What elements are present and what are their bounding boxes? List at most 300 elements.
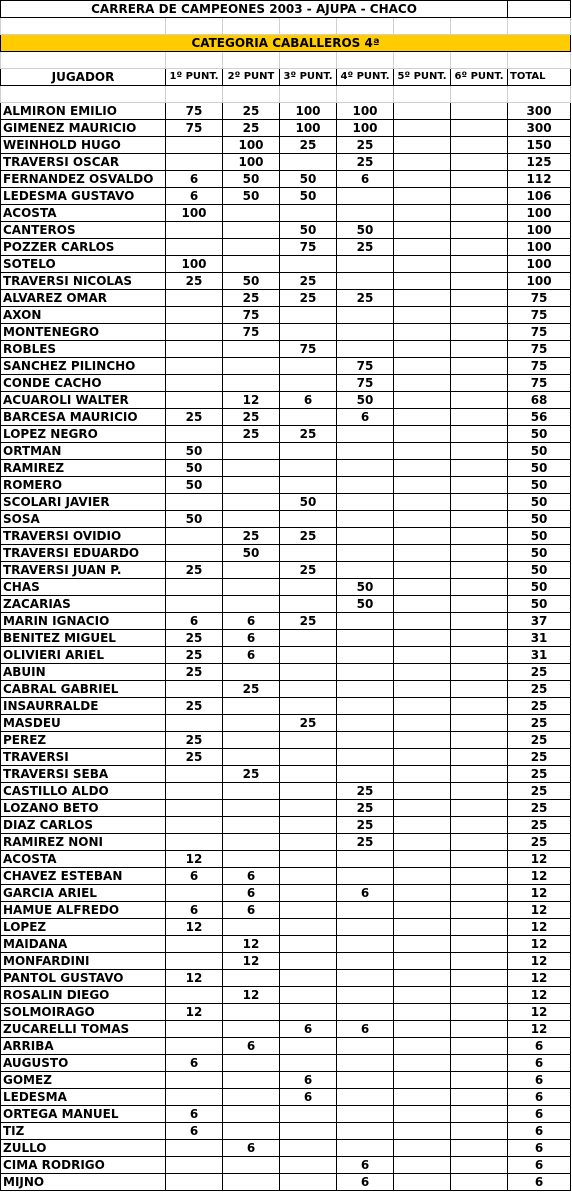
punt-4-cell (337, 341, 394, 358)
table-row (1, 1004, 571, 1021)
punt-2-cell: 6 (223, 1140, 280, 1157)
title-empty-cell (508, 1, 571, 18)
punt-1-cell: 50 (166, 443, 223, 460)
spacer-row (1, 18, 571, 35)
punt-6-cell (451, 732, 508, 749)
punt-6-cell (451, 443, 508, 460)
player-name-cell: WEINHOLD HUGO (1, 137, 166, 154)
punt-5-cell (394, 1055, 451, 1072)
punt-5-cell (394, 205, 451, 222)
table-row (1, 1174, 571, 1191)
table-row (1, 1072, 571, 1089)
punt-5-cell (394, 596, 451, 613)
punt-3-cell (280, 902, 337, 919)
total-cell: 68 (508, 392, 571, 409)
player-name-cell: CIMA RODRIGO (1, 1157, 166, 1174)
player-name-cell: ACOSTA (1, 205, 166, 222)
punt-4-cell (337, 1123, 394, 1140)
punt-3-cell: 50 (280, 494, 337, 511)
punt-6-cell (451, 1089, 508, 1106)
punt-3-cell (280, 698, 337, 715)
player-name-cell: ACOSTA (1, 851, 166, 868)
punt-4-cell (337, 1004, 394, 1021)
punt-1-cell (166, 1072, 223, 1089)
punt-4-cell (337, 273, 394, 290)
punt-4-cell (337, 443, 394, 460)
punt-2-cell (223, 562, 280, 579)
total-cell: 25 (508, 834, 571, 851)
punt-1-cell (166, 307, 223, 324)
table-row (1, 358, 571, 375)
punt-2-cell (223, 205, 280, 222)
total-cell: 50 (508, 528, 571, 545)
player-name-cell: ZULLO (1, 1140, 166, 1157)
punt-1-cell (166, 681, 223, 698)
player-name-cell: HAMUE ALFREDO (1, 902, 166, 919)
punt-1-cell: 6 (166, 613, 223, 630)
punt-3-cell (280, 647, 337, 664)
punt-4-cell (337, 613, 394, 630)
player-name-cell: SOSA (1, 511, 166, 528)
player-name-cell: CABRAL GABRIEL (1, 681, 166, 698)
table-row (1, 834, 571, 851)
total-cell: 50 (508, 545, 571, 562)
player-name-cell: TIZ (1, 1123, 166, 1140)
punt-6-cell (451, 1038, 508, 1055)
punt-1-cell (166, 324, 223, 341)
punt-1-cell (166, 834, 223, 851)
table-row (1, 851, 571, 868)
punt-1-cell (166, 953, 223, 970)
punt-2-cell (223, 256, 280, 273)
player-name-cell: TRAVERSI SEBA (1, 766, 166, 783)
total-cell: 50 (508, 562, 571, 579)
punt-3-cell (280, 307, 337, 324)
table-row (1, 681, 571, 698)
player-name-cell: POZZER CARLOS (1, 239, 166, 256)
punt-3-cell: 50 (280, 171, 337, 188)
player-name-cell: MIJNO (1, 1174, 166, 1191)
punt-4-cell (337, 749, 394, 766)
punt-2-cell (223, 970, 280, 987)
punt-6-cell (451, 239, 508, 256)
punt-5-cell (394, 749, 451, 766)
punt-5-cell (394, 698, 451, 715)
punt-2-cell (223, 664, 280, 681)
punt-3-cell (280, 1038, 337, 1055)
punt-4-cell (337, 970, 394, 987)
punt-6-cell (451, 664, 508, 681)
punt-6-cell (451, 511, 508, 528)
player-name-cell: SOTELO (1, 256, 166, 273)
punt-2-cell (223, 375, 280, 392)
punt-4-cell (337, 477, 394, 494)
total-cell: 106 (508, 188, 571, 205)
punt-3-cell: 25 (280, 562, 337, 579)
table-row (1, 970, 571, 987)
punt-1-cell (166, 222, 223, 239)
header-punt-4: 4º PUNT. (337, 69, 394, 86)
spacer-row (1, 52, 571, 69)
punt-3-cell (280, 579, 337, 596)
punt-3-cell: 25 (280, 426, 337, 443)
punt-6-cell (451, 222, 508, 239)
punt-6-cell (451, 817, 508, 834)
punt-3-cell (280, 324, 337, 341)
punt-3-cell: 25 (280, 137, 337, 154)
table-row (1, 1140, 571, 1157)
table-row (1, 800, 571, 817)
punt-4-cell (337, 1038, 394, 1055)
punt-4-cell: 25 (337, 800, 394, 817)
punt-2-cell: 12 (223, 392, 280, 409)
punt-3-cell: 6 (280, 1021, 337, 1038)
punt-2-cell (223, 239, 280, 256)
punt-3-cell (280, 766, 337, 783)
punt-4-cell (337, 698, 394, 715)
player-name-cell: ABUIN (1, 664, 166, 681)
total-cell: 12 (508, 902, 571, 919)
player-name-cell: CHAS (1, 579, 166, 596)
punt-1-cell: 25 (166, 409, 223, 426)
table-row (1, 205, 571, 222)
punt-6-cell (451, 885, 508, 902)
total-cell: 25 (508, 749, 571, 766)
punt-5-cell (394, 885, 451, 902)
player-name-cell: ZUCARELLI TOMAS (1, 1021, 166, 1038)
punt-5-cell (394, 392, 451, 409)
punt-1-cell: 12 (166, 970, 223, 987)
player-name-cell: ROSALIN DIEGO (1, 987, 166, 1004)
punt-6-cell (451, 868, 508, 885)
punt-4-cell (337, 426, 394, 443)
punt-1-cell: 75 (166, 103, 223, 120)
punt-6-cell (451, 596, 508, 613)
punt-6-cell (451, 970, 508, 987)
punt-5-cell (394, 120, 451, 137)
punt-6-cell (451, 205, 508, 222)
punt-2-cell (223, 834, 280, 851)
punt-1-cell (166, 936, 223, 953)
punt-3-cell (280, 851, 337, 868)
spacer-row (1, 86, 571, 103)
punt-3-cell (280, 630, 337, 647)
table-row (1, 766, 571, 783)
punt-4-cell (337, 919, 394, 936)
punt-1-cell: 25 (166, 273, 223, 290)
punt-6-cell (451, 579, 508, 596)
punt-3-cell (280, 545, 337, 562)
punt-1-cell (166, 358, 223, 375)
table-row (1, 222, 571, 239)
player-name-cell: SCOLARI JAVIER (1, 494, 166, 511)
punt-3-cell: 100 (280, 103, 337, 120)
punt-5-cell (394, 783, 451, 800)
player-name-cell: LOPEZ (1, 919, 166, 936)
punt-5-cell (394, 477, 451, 494)
player-name-cell: ALMIRON EMILIO (1, 103, 166, 120)
punt-2-cell: 12 (223, 987, 280, 1004)
punt-4-cell (337, 307, 394, 324)
header-jugador: JUGADOR (1, 69, 166, 86)
punt-2-cell: 12 (223, 936, 280, 953)
punt-5-cell (394, 239, 451, 256)
punt-2-cell: 25 (223, 681, 280, 698)
player-name-cell: ORTMAN (1, 443, 166, 460)
punt-1-cell: 6 (166, 902, 223, 919)
player-name-cell: INSAURRALDE (1, 698, 166, 715)
punt-3-cell (280, 817, 337, 834)
punt-2-cell: 25 (223, 409, 280, 426)
punt-4-cell: 6 (337, 1021, 394, 1038)
punt-5-cell (394, 970, 451, 987)
total-cell: 31 (508, 630, 571, 647)
punt-2-cell: 50 (223, 171, 280, 188)
punt-6-cell (451, 630, 508, 647)
punt-1-cell (166, 375, 223, 392)
total-cell: 56 (508, 409, 571, 426)
punt-5-cell (394, 1089, 451, 1106)
punt-4-cell: 100 (337, 103, 394, 120)
total-cell: 75 (508, 290, 571, 307)
punt-5-cell (394, 1140, 451, 1157)
punt-4-cell (337, 664, 394, 681)
punt-6-cell (451, 358, 508, 375)
table-row (1, 103, 571, 120)
punt-1-cell: 6 (166, 1123, 223, 1140)
punt-6-cell (451, 409, 508, 426)
punt-3-cell (280, 596, 337, 613)
player-name-cell: MONFARDINI (1, 953, 166, 970)
player-name-cell: GOMEZ (1, 1072, 166, 1089)
total-cell: 112 (508, 171, 571, 188)
table-row (1, 936, 571, 953)
punt-3-cell (280, 919, 337, 936)
punt-5-cell (394, 987, 451, 1004)
punt-4-cell: 6 (337, 885, 394, 902)
total-cell: 100 (508, 205, 571, 222)
punt-5-cell (394, 647, 451, 664)
table-row (1, 868, 571, 885)
total-cell: 12 (508, 868, 571, 885)
table-row (1, 443, 571, 460)
punt-6-cell (451, 1174, 508, 1191)
table-row (1, 324, 571, 341)
punt-4-cell: 25 (337, 239, 394, 256)
punt-3-cell: 6 (280, 392, 337, 409)
punt-4-cell: 25 (337, 137, 394, 154)
punt-3-cell (280, 664, 337, 681)
total-cell: 125 (508, 154, 571, 171)
table-row (1, 647, 571, 664)
total-cell: 12 (508, 953, 571, 970)
total-cell: 100 (508, 239, 571, 256)
table-row (1, 426, 571, 443)
punt-6-cell (451, 851, 508, 868)
table-row (1, 953, 571, 970)
punt-2-cell (223, 783, 280, 800)
punt-5-cell (394, 545, 451, 562)
punt-2-cell: 100 (223, 154, 280, 171)
player-name-cell: ARRIBA (1, 1038, 166, 1055)
total-cell: 50 (508, 579, 571, 596)
punt-3-cell (280, 1174, 337, 1191)
table-row (1, 154, 571, 171)
table-row (1, 392, 571, 409)
player-name-cell: PEREZ (1, 732, 166, 749)
total-cell: 12 (508, 1021, 571, 1038)
punt-1-cell: 25 (166, 562, 223, 579)
punt-5-cell (394, 1123, 451, 1140)
punt-4-cell (337, 528, 394, 545)
punt-2-cell: 75 (223, 324, 280, 341)
total-cell: 25 (508, 715, 571, 732)
punt-1-cell: 25 (166, 749, 223, 766)
punt-1-cell (166, 341, 223, 358)
table-row (1, 188, 571, 205)
punt-5-cell (394, 562, 451, 579)
punt-5-cell (394, 919, 451, 936)
punt-3-cell (280, 783, 337, 800)
punt-1-cell (166, 596, 223, 613)
header-punt-3: 3º PUNT. (280, 69, 337, 86)
punt-4-cell: 100 (337, 120, 394, 137)
punt-4-cell: 50 (337, 392, 394, 409)
total-cell: 25 (508, 817, 571, 834)
table-row (1, 732, 571, 749)
total-cell: 75 (508, 324, 571, 341)
punt-5-cell (394, 766, 451, 783)
player-name-cell: FERNANDEZ OSVALDO (1, 171, 166, 188)
punt-2-cell (223, 443, 280, 460)
player-name-cell: CANTEROS (1, 222, 166, 239)
punt-3-cell (280, 443, 337, 460)
punt-3-cell (280, 1157, 337, 1174)
total-cell: 100 (508, 256, 571, 273)
punt-3-cell (280, 1140, 337, 1157)
punt-3-cell (280, 358, 337, 375)
punt-2-cell (223, 919, 280, 936)
table-row (1, 613, 571, 630)
punt-5-cell (394, 341, 451, 358)
punt-2-cell: 50 (223, 188, 280, 205)
punt-6-cell (451, 936, 508, 953)
punt-2-cell (223, 851, 280, 868)
total-cell: 75 (508, 307, 571, 324)
punt-6-cell (451, 562, 508, 579)
header-punt-5: 5º PUNT. (394, 69, 451, 86)
player-name-cell: SANCHEZ PILINCHO (1, 358, 166, 375)
punt-4-cell (337, 511, 394, 528)
punt-6-cell (451, 613, 508, 630)
punt-1-cell: 100 (166, 256, 223, 273)
punt-4-cell (337, 205, 394, 222)
header-punt-1: 1º PUNT. (166, 69, 223, 86)
punt-4-cell: 25 (337, 817, 394, 834)
punt-5-cell (394, 103, 451, 120)
punt-6-cell (451, 681, 508, 698)
punt-1-cell: 25 (166, 732, 223, 749)
punt-1-cell: 25 (166, 698, 223, 715)
punt-2-cell (223, 732, 280, 749)
punt-4-cell (337, 902, 394, 919)
punt-4-cell: 25 (337, 783, 394, 800)
punt-6-cell (451, 341, 508, 358)
punt-5-cell (394, 732, 451, 749)
punt-2-cell (223, 1072, 280, 1089)
punt-2-cell: 50 (223, 545, 280, 562)
table-row (1, 307, 571, 324)
punt-4-cell: 75 (337, 375, 394, 392)
punt-3-cell (280, 936, 337, 953)
punt-1-cell (166, 1021, 223, 1038)
table-row (1, 120, 571, 137)
punt-3-cell (280, 477, 337, 494)
punt-5-cell (394, 936, 451, 953)
punt-1-cell (166, 494, 223, 511)
punt-4-cell (337, 1106, 394, 1123)
punt-6-cell (451, 1140, 508, 1157)
punt-2-cell: 6 (223, 1038, 280, 1055)
player-name-cell: RAMIREZ NONI (1, 834, 166, 851)
punt-5-cell (394, 800, 451, 817)
total-cell: 6 (508, 1038, 571, 1055)
table-row (1, 511, 571, 528)
punt-5-cell (394, 817, 451, 834)
punt-6-cell (451, 953, 508, 970)
category-row (1, 35, 571, 52)
punt-5-cell (394, 664, 451, 681)
punt-4-cell: 6 (337, 1174, 394, 1191)
punt-3-cell: 50 (280, 222, 337, 239)
punt-2-cell (223, 749, 280, 766)
punt-5-cell (394, 868, 451, 885)
punt-4-cell (337, 953, 394, 970)
punt-3-cell (280, 681, 337, 698)
punt-4-cell: 50 (337, 579, 394, 596)
punt-6-cell (451, 460, 508, 477)
player-name-cell: TRAVERSI EDUARDO (1, 545, 166, 562)
punt-6-cell (451, 919, 508, 936)
total-cell: 6 (508, 1174, 571, 1191)
punt-6-cell (451, 494, 508, 511)
punt-3-cell: 25 (280, 613, 337, 630)
player-name-cell: MASDEU (1, 715, 166, 732)
total-cell: 50 (508, 511, 571, 528)
punt-6-cell (451, 426, 508, 443)
punt-4-cell: 50 (337, 222, 394, 239)
punt-1-cell (166, 1174, 223, 1191)
punt-4-cell: 6 (337, 171, 394, 188)
player-name-cell: BARCESA MAURICIO (1, 409, 166, 426)
punt-2-cell (223, 579, 280, 596)
punt-3-cell (280, 1055, 337, 1072)
punt-5-cell (394, 256, 451, 273)
punt-1-cell: 50 (166, 511, 223, 528)
punt-1-cell: 6 (166, 188, 223, 205)
punt-6-cell (451, 1157, 508, 1174)
total-cell: 6 (508, 1055, 571, 1072)
punt-5-cell (394, 137, 451, 154)
table-row (1, 630, 571, 647)
table-row (1, 171, 571, 188)
punt-5-cell (394, 1157, 451, 1174)
table-row (1, 902, 571, 919)
punt-4-cell (337, 1072, 394, 1089)
punt-4-cell (337, 1140, 394, 1157)
punt-1-cell (166, 987, 223, 1004)
total-cell: 6 (508, 1123, 571, 1140)
